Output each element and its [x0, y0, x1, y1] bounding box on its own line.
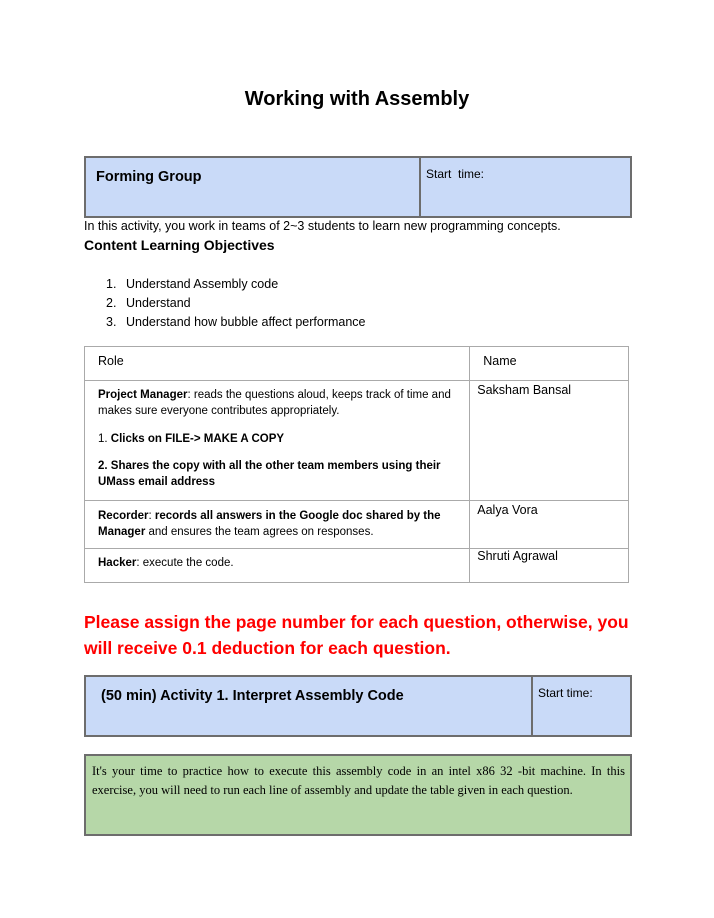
hacker-title: Hacker — [98, 557, 137, 569]
make-copy-step: Clicks on FILE-> MAKE A COPY — [110, 433, 285, 445]
activity-divider — [531, 677, 533, 735]
recorder-title: Recorder — [98, 510, 149, 522]
share-copy-step: 2. Shares the copy with all the other team members using their UMass email address — [98, 460, 441, 488]
hacker-desc: : execute the code. — [136, 557, 234, 569]
project-manager-desc: : reads the questions aloud, keeps track of time and makes sure everyone contributes appropriately. — [98, 389, 451, 417]
hacker-name: Shruti Agrawal — [477, 549, 558, 563]
exercise-box — [84, 754, 632, 836]
forming-group-box — [84, 156, 632, 218]
project-manager-name: Saksham Bansal — [477, 383, 572, 397]
activity-start-time: Start time: — [538, 686, 593, 700]
exercise-text: It's your time to practice how to execute this assembly code in an intel x86 32 -bit machine. In this exercise, you will need to run each line of assembly and update the table given in each question. — [92, 764, 625, 797]
objective-item: 3. Understand how bubble affect performance — [106, 315, 366, 329]
recorder-name: Aalya Vora — [477, 503, 538, 517]
roles-table — [84, 346, 629, 583]
activity-box — [84, 675, 632, 737]
recorder-desc: and ensures the team agrees on responses. — [145, 526, 374, 538]
recorder-cell — [85, 501, 470, 549]
objective-item: 1. Understand Assembly code — [106, 277, 279, 291]
page-title: Working with Assembly — [244, 88, 470, 110]
hacker-cell — [85, 549, 470, 583]
objectives-heading: Content Learning Objectives — [84, 237, 275, 253]
intro-text: In this activity, you work in teams of 2~3 students to learn new programming concepts. — [84, 219, 561, 233]
forming-group-label: Forming Group — [96, 169, 202, 185]
forming-group-divider — [419, 158, 421, 216]
name-header: Name — [483, 354, 517, 368]
objectives-list — [106, 275, 366, 332]
forming-group-start-time: Start time: — [426, 167, 485, 181]
recorder-bold-desc: records all answers in the Google doc shared by the Manager — [98, 510, 441, 538]
role-header: Role — [98, 354, 124, 368]
project-manager-cell — [85, 381, 470, 501]
step-number: 1. — [98, 433, 108, 445]
recorder-sep: : — [148, 510, 155, 522]
project-manager-title: Project Manager — [98, 389, 188, 401]
page-number-warning: Please assign the page number for each question, otherwise, you will receive 0.1 deduction for each question. — [84, 612, 629, 658]
objective-item: 2. Understand — [106, 296, 191, 310]
activity-label: (50 min) Activity 1. Interpret Assembly Code — [101, 688, 404, 704]
